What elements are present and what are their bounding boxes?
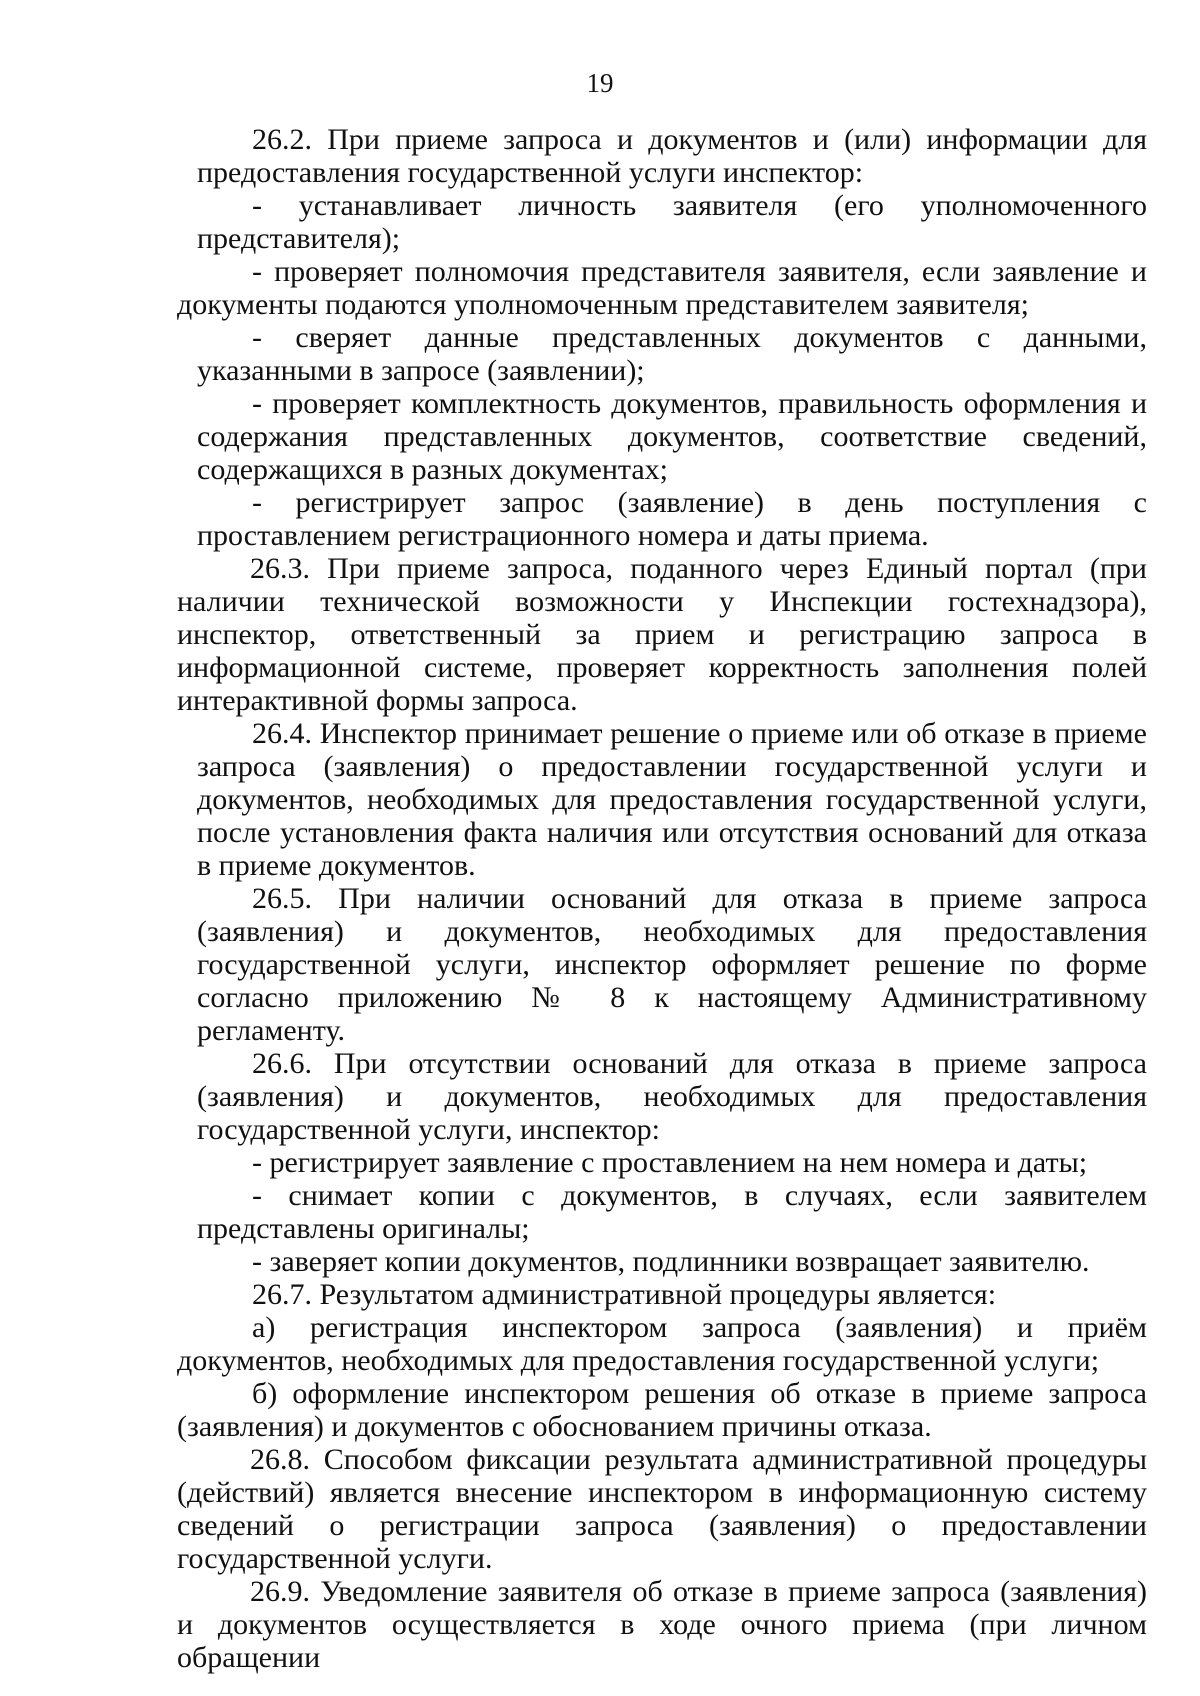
list-item-copy-documents: - снимает копии с документов, в случаях, если заявителем представлены оригиналы;	[197, 1179, 1147, 1245]
paragraph-26-8: 26.8. Способом фиксации результата административной процедуры (действий) является внесение инспектором в информационную систему сведений о регистрации запроса (заявления) о предоставлении государственной услуги.	[177, 1443, 1147, 1575]
result-item-a: а) регистрация инспектором запроса (заявления) и приём документов, необходимых для предоставления государственной услуги;	[177, 1311, 1147, 1377]
paragraph-26-2: 26.2. При приеме запроса и документов и (или) информации для предоставления государственной услуги инспектор:	[197, 123, 1147, 189]
list-item-register-application: - регистрирует заявление с проставлением на нем номера и даты;	[252, 1146, 1088, 1179]
paragraph-26-5: 26.5. При наличии оснований для отказа в приеме запроса (заявления) и документов, необходимых для предоставления государственной услуги, инспектор оформляет решение по форме согласно приложению № 8 к настоящему Административному регламенту.	[197, 882, 1147, 1047]
paragraph-26-7: 26.7. Результатом административной процедуры является:	[252, 1278, 997, 1311]
paragraph-26-9: 26.9. Уведомление заявителя об отказе в приеме запроса (заявления) и документов осуществляется в ходе очного приема (при личном обращении	[177, 1575, 1147, 1674]
list-item-completeness-check: - проверяет комплектность документов, правильность оформления и содержания представленных документов, соответствие сведений, содержащихся в разных документах;	[197, 387, 1147, 486]
page-number: 19	[586, 68, 614, 98]
list-item-certify-copies: - заверяет копии документов, подлинники возвращает заявителю.	[252, 1245, 1090, 1278]
list-item-identity: - устанавливает личность заявителя (его уполномоченного представителя);	[197, 189, 1147, 255]
list-item-registration: - регистрирует запрос (заявление) в день поступления с проставлением регистрационного номера и даты приема.	[197, 486, 1147, 552]
paragraph-26-4: 26.4. Инспектор принимает решение о приеме или об отказе в приеме запроса (заявления) о предоставлении государственной услуги и документов, необходимых для предоставления государственной услуги, после установления факта наличия или отсутствия оснований для отказа в приеме документов.	[197, 717, 1147, 882]
paragraph-26-3: 26.3. При приеме запроса, поданного через Единый портал (при наличии технической возможности у Инспекции гостехнадзора), инспектор, ответственный за прием и регистрацию запроса в информационной системе, проверяет корректность заполнения полей интерактивной формы запроса.	[177, 552, 1147, 717]
list-item-authority-check: - проверяет полномочия представителя заявителя, если заявление и документы подаются уполномоченным представителем заявителя;	[177, 255, 1147, 321]
paragraph-26-6: 26.6. При отсутствии оснований для отказа в приеме запроса (заявления) и документов, необходимых для предоставления государственной услуги, инспектор:	[197, 1047, 1147, 1146]
document-body	[0, 123, 1200, 1674]
result-item-b: б) оформление инспектором решения об отказе в приеме запроса (заявления) и документов с обоснованием причины отказа.	[177, 1377, 1147, 1443]
list-item-data-reconciliation: - сверяет данные представленных документов с данными, указанными в запросе (заявлении);	[197, 321, 1147, 387]
